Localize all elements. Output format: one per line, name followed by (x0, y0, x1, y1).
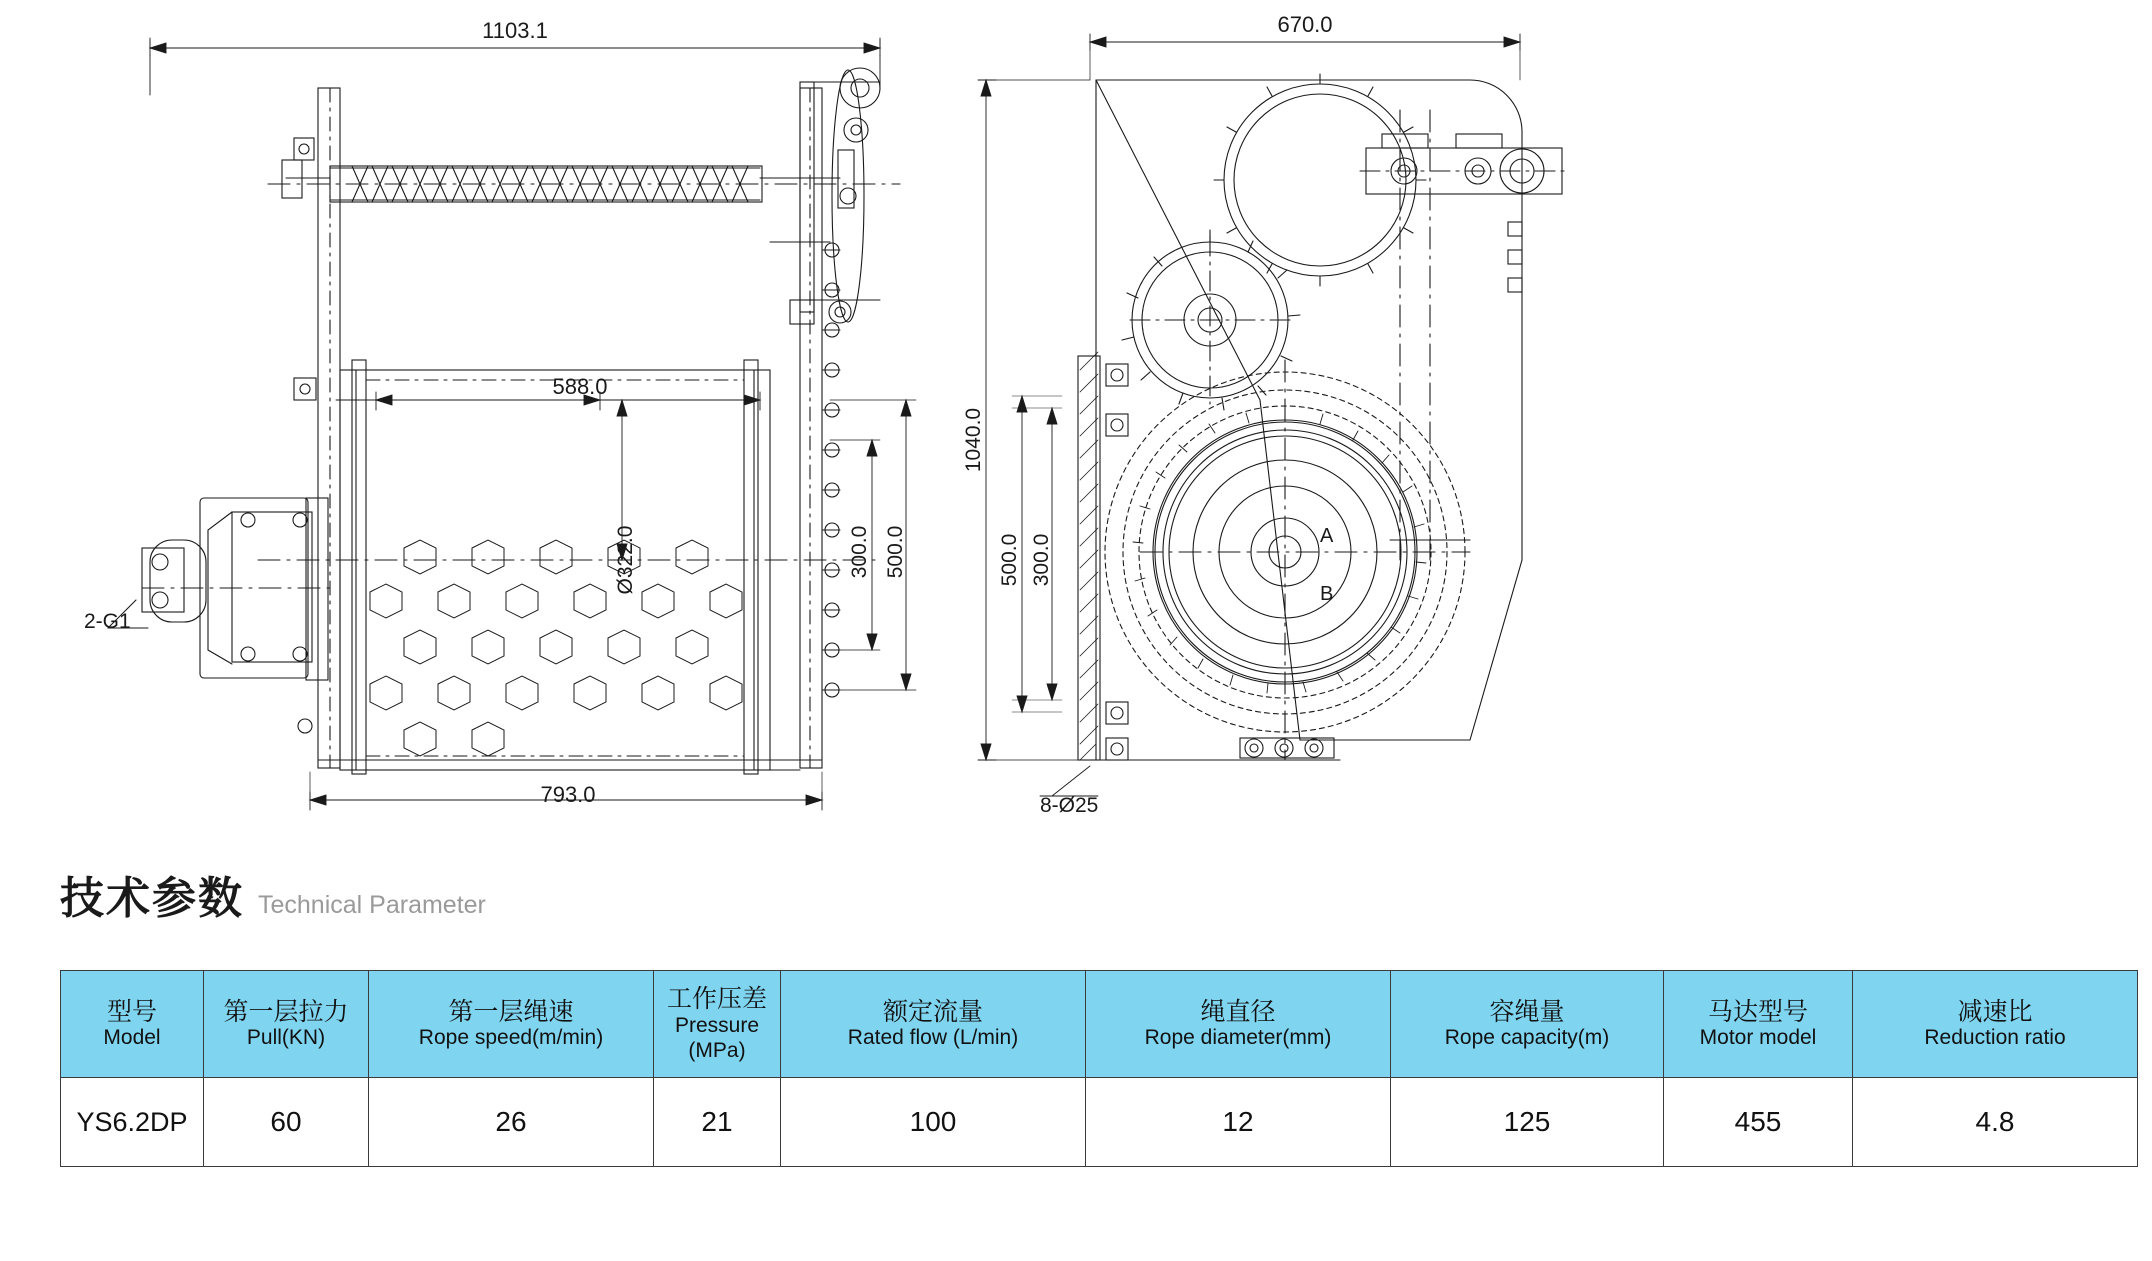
col-header-rope-speed-cn: 第一层绳速 (448, 996, 574, 1026)
dim-text-793: 793.0 (540, 782, 596, 807)
left-bracket (294, 138, 316, 733)
dim-text-v500: 500.0 (884, 525, 907, 579)
note-2g1: 2-G1 (84, 610, 131, 633)
motor-block-side (1360, 134, 1566, 292)
col-header-rope-capacity-cn: 容绳量 (1489, 996, 1565, 1026)
col-header-rope-diameter-cn: 绳直径 (1200, 996, 1276, 1026)
section-title-en: Technical Parameter (258, 891, 486, 919)
dim-text-588: 588.0 (552, 374, 608, 399)
section-title-cn: 技术参数 (60, 873, 244, 924)
col-header-model-en: Model (103, 1026, 161, 1050)
dim-text-1040: 1040.0 (962, 407, 985, 473)
table-row (61, 1078, 2138, 1167)
col-header-reduction-ratio (1853, 971, 2138, 1078)
cell-pull: 60 (204, 1078, 369, 1167)
winch-side-profile (1078, 80, 1522, 760)
idler-gear (1122, 230, 1300, 410)
table-head (61, 971, 2138, 1078)
col-header-rope-speed (369, 971, 654, 1078)
sheave-assembly (770, 68, 880, 324)
cell-rope-diameter: 12 (1086, 1078, 1391, 1167)
col-header-pressure-cn: 工作压差 (666, 984, 767, 1014)
col-header-rated-flow-en: Rated flow (L/min) (847, 1026, 1019, 1050)
rope-hex-pattern (370, 540, 742, 756)
cell-rope-speed: 26 (369, 1078, 654, 1167)
col-header-pull (204, 971, 369, 1078)
col-header-pull-en: Pull(KN) (246, 1026, 326, 1050)
note-8-dia25: 8-Ø25 (1040, 794, 1099, 817)
label-b: B (1320, 583, 1334, 605)
dim-text-670: 670.0 (1277, 12, 1333, 37)
col-header-pressure-en: Pressure (674, 1013, 760, 1037)
dim-text-right-500: 500.0 (998, 533, 1021, 587)
dim-588 (336, 392, 760, 410)
col-header-rope-capacity-en: Rope capacity(m) (1444, 1026, 1610, 1050)
col-header-motor-model-cn: 马达型号 (1707, 996, 1808, 1026)
col-header-rope-diameter (1086, 971, 1391, 1078)
dimension-labels (84, 12, 1334, 817)
col-header-reduction-ratio-cn: 减速比 (1957, 996, 2033, 1026)
dim-top-width (150, 38, 880, 95)
dim-1040 (978, 80, 1090, 760)
col-header-pressure-unit: (MPa) (688, 1038, 746, 1062)
table-body (61, 1078, 2138, 1167)
winch-front-frame (318, 88, 822, 770)
right-flange-bolts (822, 243, 840, 697)
section-heading (60, 862, 486, 926)
leader-holes (1040, 766, 1098, 796)
label-a: A (1320, 525, 1334, 547)
col-header-motor-model-en: Motor model (1699, 1026, 1817, 1050)
dim-text-1103: 1103.1 (482, 18, 548, 43)
col-header-pressure (654, 971, 781, 1078)
cell-pressure: 21 (654, 1078, 781, 1167)
parameter-table (60, 970, 2138, 1167)
dim-text-right-300: 300.0 (1030, 533, 1053, 587)
col-header-motor-model (1664, 971, 1853, 1078)
cell-model: YS6.2DP (61, 1078, 204, 1167)
col-header-pull-cn: 第一层拉力 (223, 996, 349, 1026)
bottom-mount-holes (1240, 738, 1334, 758)
dim-670 (1090, 34, 1520, 80)
lead-screw (268, 150, 900, 208)
col-header-rated-flow (781, 971, 1086, 1078)
dim-text-dia322: Ø322.0 (614, 525, 637, 595)
cell-rated-flow: 100 (781, 1078, 1086, 1167)
hydraulic-motor (108, 498, 330, 680)
col-header-rope-diameter-en: Rope diameter(mm) (1144, 1026, 1332, 1050)
cell-rope-capacity: 125 (1391, 1078, 1664, 1167)
col-header-rope-speed-en: Rope speed(m/min) (418, 1026, 604, 1050)
flange-holes-right (1106, 364, 1128, 760)
parameter-table-wrapper (60, 970, 2092, 1167)
dim-text-v300: 300.0 (848, 525, 871, 579)
cell-reduction-ratio: 4.8 (1853, 1078, 2138, 1167)
col-header-reduction-ratio-en: Reduction ratio (1924, 1026, 2066, 1050)
cell-motor-model: 455 (1664, 1078, 1853, 1167)
col-header-rated-flow-cn: 额定流量 (882, 996, 983, 1026)
col-header-model (61, 971, 204, 1078)
table-header-row (61, 971, 2138, 1078)
col-header-model-cn: 型号 (106, 996, 157, 1026)
col-header-rope-capacity (1391, 971, 1664, 1078)
